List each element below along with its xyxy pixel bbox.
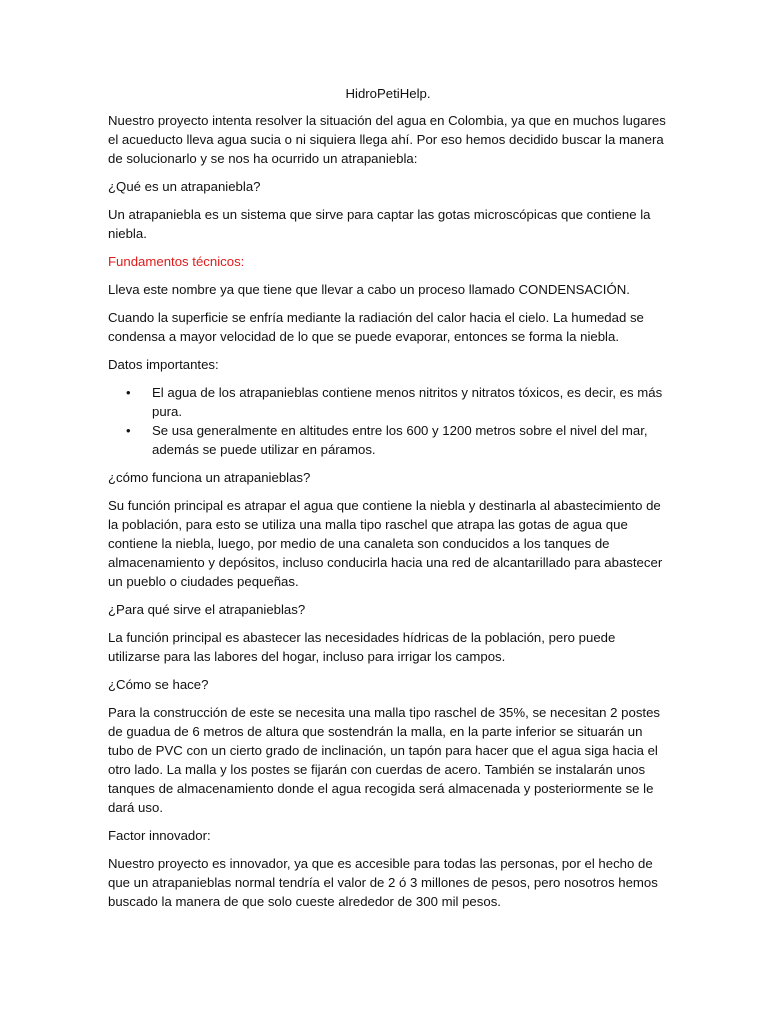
answer-what-is: Un atrapaniebla es un sistema que sirve para captar las gotas microscópicas que contiene la niebla. [108,207,651,241]
fundamentos-paragraph-1: Lleva este nombre ya que tiene que llevar a cabo un proceso llamado CONDENSACIÓN. [108,282,630,297]
datos-list [108,383,668,459]
document-title: HidroPetiHelp. [345,86,431,101]
document-page [108,84,668,920]
bullet-icon: • [126,423,131,438]
answer-innovation: Nuestro proyecto es innovador, ya que es accesible para todas las personas, por el hecho de que un atrapanieblas normal tendría el valor de 2 ó 3 millones de pesos, pero nosotros hemos buscado la manera de que solo cueste alrededor de 300 mil pesos. [108,856,658,909]
list-item-text: El agua de los atrapanieblas contiene menos nitritos y nitratos tóxicos, es decir, es más pura. [152,385,663,419]
question-innovation: Factor innovador: [108,828,211,843]
fundamentos-paragraph-2: Cuando la superficie se enfría mediante la radiación del calor hacia el cielo. La humedad se condensa a mayor velocidad de lo que se puede evaporar, entonces se forma la niebla. [108,310,644,344]
fundamentos-heading: Fundamentos técnicos: [108,254,245,269]
question-what-is: ¿Qué es un atrapaniebla? [108,179,261,194]
datos-heading: Datos importantes: [108,357,219,372]
question-what-for: ¿Para qué sirve el atrapanieblas? [108,602,306,617]
bullet-icon: • [126,385,131,400]
question-how-works: ¿cómo funciona un atrapanieblas? [108,470,311,485]
list-item [126,421,668,459]
list-item-text: Se usa generalmente en altitudes entre los 600 y 1200 metros sobre el nivel del mar, además se puede utilizar en páramos. [152,423,648,457]
answer-what-for: La función principal es abastecer las necesidades hídricas de la población, pero puede utilizarse para las labores del hogar, incluso para irrigar los campos. [108,630,616,664]
list-item [126,383,668,421]
answer-how-works: Su función principal es atrapar el agua que contiene la niebla y destinarla al abastecimiento de la población, para esto se utiliza una malla tipo raschel que atrapa las gotas de agua que contiene la niebla, luego, por medio de una canaleta son conducidos a los tanques de almacenamiento y depósitos, incluso conducirla hacia una red de alcantarillado para abastecer un pueblo o ciudades pequeñas. [108,498,663,589]
intro-paragraph: Nuestro proyecto intenta resolver la situación del agua en Colombia, ya que en muchos lugares el acueducto lleva agua sucia o ni siquiera llega ahí. Por eso hemos decidido buscar la manera de solucionarlo y se nos ha ocurrido un atrapaniebla: [108,113,666,166]
answer-how-made: Para la construcción de este se necesita una malla tipo raschel de 35%, se necesitan 2 postes de guadua de 6 metros de altura que sostendrán la malla, en la parte inferior se situarán un tubo de PVC con un cierto grado de inclinación, un tapón para hacer que el agua siga hacia el otro lado. La malla y los postes se fijarán con cuerdas de acero. También se instalarán unos tanques de almacenamiento donde el agua recogida será almacenada y posteriormente se le dará uso. [108,705,661,815]
question-how-made: ¿Cómo se hace? [108,677,209,692]
